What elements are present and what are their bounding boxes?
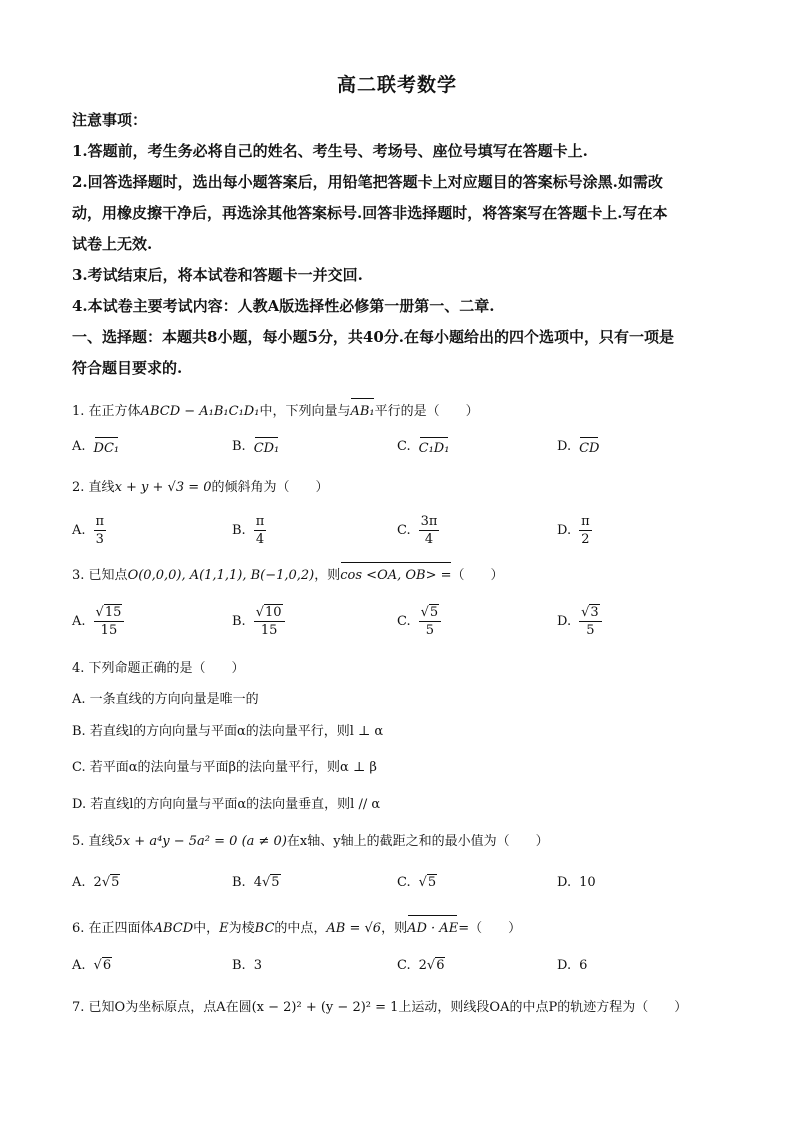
question-1: 1. 在正方体ABCD − A₁B₁C₁D₁中，下列向量与AB₁平行的是（ ） (72, 397, 732, 422)
cosine-expression: cos <OA, OB> = (340, 561, 451, 586)
q6-option-c[interactable]: C. 2 √ 6 (397, 957, 445, 973)
question-number: 3. (72, 568, 85, 583)
point-coordinates: O(0,0,0), A(1,1,1), B(−1,0,2) (127, 568, 315, 583)
q6-options (72, 945, 732, 985)
q6-option-a[interactable]: A. √ 6 (72, 957, 112, 973)
q4-option-a[interactable]: A. 一条直线的方向向量是唯一的 (72, 692, 259, 707)
notice-heading: 注意事项： (72, 111, 148, 129)
question-number: 1. (72, 404, 85, 419)
q1-option-a[interactable]: A. DC₁ (72, 426, 119, 466)
notice-item-1: 1.答题前，考生务必将自己的姓名、考生号、考场号、座位号填写在答题卡上. (72, 142, 588, 160)
q6-option-d[interactable]: D. 6 (557, 957, 588, 973)
page-title: 高二联考数学 (336, 74, 457, 96)
notice-item-2-end: 试卷上无效. (72, 235, 153, 253)
section-heading-cont: 符合题目要求的. (72, 359, 183, 377)
notice-item-3: 3.考试结束后，将本试卷和答题卡一并交回. (72, 266, 363, 284)
q2-option-b[interactable]: B. $\frac{\pi}{4}$ (232, 513, 265, 547)
q1-option-c[interactable]: C. C₁D₁ (397, 426, 449, 466)
question-number: 4. (72, 661, 85, 676)
q1-options (72, 426, 732, 466)
q2-options (72, 510, 732, 550)
q3-options (72, 601, 732, 641)
question-2: 2. 直线x + y + √3 = 0的倾斜角为（ ） (72, 480, 329, 495)
q2-option-a[interactable]: A. $\frac{\pi}{3}$ (72, 513, 105, 547)
q4-option-b[interactable]: B. 若直线l的方向向量与平面α的法向量平行，则l ⊥ α (72, 724, 384, 739)
q4-option-c[interactable]: C. 若平面α的法向量与平面β的法向量平行，则α ⊥ β (72, 760, 377, 775)
q3-option-c[interactable]: C. $\frac{√5}{5}$ (397, 601, 441, 641)
q5-option-d[interactable]: D. 10 (557, 874, 596, 890)
q5-option-b[interactable]: B. 4 √ 5 (232, 874, 280, 890)
notice-item-2-cont: 动，用橡皮擦干净后，再选涂其他答案标号.回答非选择题时，将答案写在答题卡上.写在本 (72, 204, 668, 222)
question-5: 5. 直线5x + a⁴y − 5a² = 0 (a ≠ 0)在x轴、y轴上的截距之和的最小值为（ ） (72, 834, 549, 849)
question-number: 6. (72, 921, 85, 936)
q3-option-b[interactable]: B. $\frac{√10}{15}$ (232, 601, 285, 641)
vector-ab1: AB₁ (350, 397, 374, 422)
q5-option-c[interactable]: C. √ 5 (397, 874, 437, 890)
q2-option-d[interactable]: D. $\frac{\pi}{2}$ (557, 513, 590, 547)
q3-option-d[interactable]: D. $\frac{√3}{5}$ (557, 601, 602, 641)
question-7: 7. 已知O为坐标原点，点A在圆(x − 2)² + (y − 2)² = 1上运动，则线段OA的中点P的轨迹方程为（ ） (72, 1000, 688, 1015)
q3-option-a[interactable]: A. $\frac{√15}{15}$ (72, 601, 124, 641)
question-number: 2. (72, 480, 85, 495)
notice-item-2: 2.回答选择题时，选出每小题答案后，用铅笔把答题卡上对应题目的答案标号涂黑.如需改 (72, 173, 663, 191)
q1-option-d[interactable]: D. CD (557, 426, 599, 466)
question-3: 3. 已知点O(0,0,0), A(1,1,1), B(−1,0,2)，则cos <OA, OB> =（ ） (72, 561, 732, 586)
q6-option-b[interactable]: B. 3 (232, 957, 262, 973)
q5-options (72, 862, 732, 902)
question-6: 6. 在正四面体ABCD中，E为棱BC的中点，AB = √6，则AD · AE=（ ） (72, 914, 732, 939)
question-4: 4. 下列命题正确的是（ ） (72, 661, 245, 676)
question-number: 7. (72, 1000, 85, 1015)
q4-option-d[interactable]: D. 若直线l的方向向量与平面α的法向量垂直，则l // α (72, 797, 381, 812)
dot-product: AD · AE (407, 914, 458, 939)
notice-item-4: 4.本试卷主要考试内容：人教A版选择性必修第一册第一、二章. (72, 297, 495, 315)
line-equation: x + y + √3 = 0 (114, 480, 212, 495)
q1-option-b[interactable]: B. CD₁ (232, 426, 279, 466)
q2-option-c[interactable]: C. $\frac{3\pi}{4}$ (397, 513, 438, 547)
section-heading: 一、选择题：本题共8小题，每小题5分，共40分.在每小题给出的四个选项中，只有一项是 (72, 328, 674, 346)
cube-name: ABCD − A₁B₁C₁D₁ (140, 404, 260, 419)
line-equation: 5x + a⁴y − 5a² = 0 (a ≠ 0) (114, 834, 287, 849)
q5-option-a[interactable]: A. 2 √ 5 (72, 874, 120, 890)
question-number: 5. (72, 834, 85, 849)
